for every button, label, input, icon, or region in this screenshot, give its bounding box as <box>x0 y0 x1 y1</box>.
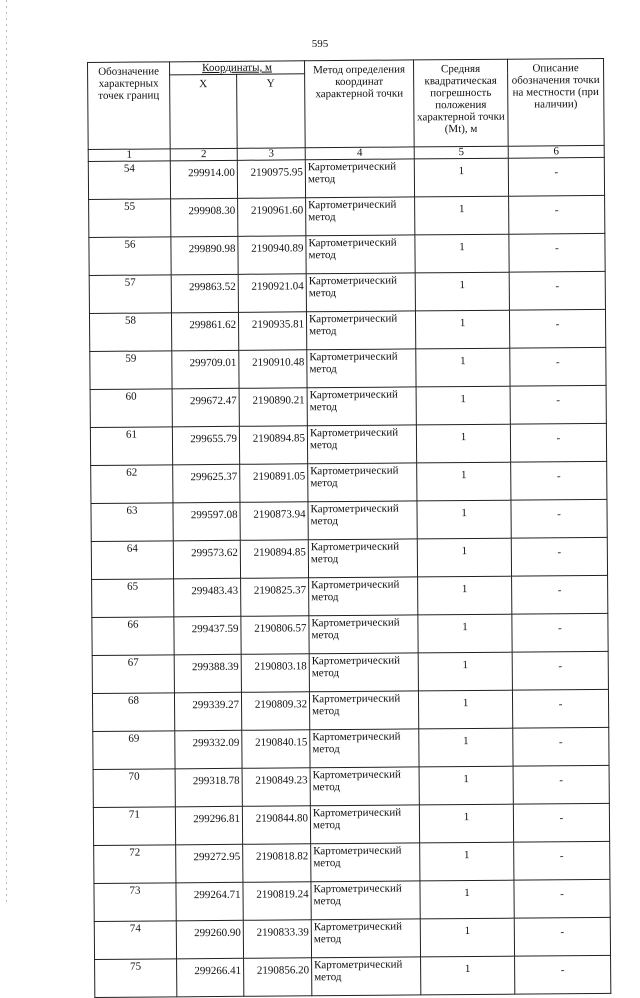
table-row <box>95 955 611 997</box>
method-cell: Картометрический метод <box>308 539 417 578</box>
table-row <box>94 879 610 921</box>
mt-cell: 1 <box>417 462 511 501</box>
method-cell: Картометрический метод <box>311 881 420 920</box>
y-coordinate-cell: 2190961.60 <box>238 198 306 237</box>
description-cell: - <box>515 955 611 994</box>
x-coordinate-cell: 299339.27 <box>174 692 241 731</box>
description-cell: - <box>514 879 610 918</box>
header-description: Описание обозначения точки на местности (при наличии) <box>507 58 604 146</box>
column-number: 4 <box>305 147 414 160</box>
x-coordinate-cell: 299625.37 <box>173 464 240 503</box>
x-coordinate-cell: 299296.81 <box>175 806 242 845</box>
description-cell: - <box>510 347 606 386</box>
point-id-cell: 63 <box>91 503 173 542</box>
x-coordinate-cell: 299483.43 <box>174 578 241 617</box>
x-coordinate-cell: 299264.71 <box>176 882 243 921</box>
table-row <box>90 347 606 389</box>
header-y: Y <box>237 74 306 149</box>
header-mt: Средняя квадратическая погрешность положения характерной точки (Mt), м <box>413 59 508 147</box>
x-coordinate-cell: 299655.79 <box>172 426 239 465</box>
point-id-cell: 64 <box>91 541 173 580</box>
description-cell: - <box>513 803 609 842</box>
y-coordinate-cell: 2190844.80 <box>242 806 310 845</box>
x-coordinate-cell: 299672.47 <box>172 388 239 427</box>
y-coordinate-cell: 2190803.18 <box>241 654 309 693</box>
column-number: 2 <box>170 148 237 161</box>
x-coordinate-cell: 299861.62 <box>171 312 238 351</box>
method-cell: Картометрический метод <box>310 767 419 806</box>
method-cell: Картометрический метод <box>306 235 415 274</box>
mt-cell: 1 <box>421 956 515 995</box>
point-id-cell: 56 <box>89 237 171 276</box>
mt-cell: 1 <box>420 918 514 957</box>
table-row <box>89 271 605 313</box>
y-coordinate-cell: 2190890.21 <box>239 388 307 427</box>
scan-margin-line <box>6 0 7 905</box>
method-cell: Картометрический метод <box>307 425 416 464</box>
mt-cell: 1 <box>415 196 509 235</box>
table-row <box>93 803 609 845</box>
method-cell: Картометрический метод <box>309 615 418 654</box>
point-id-cell: 72 <box>94 845 176 884</box>
y-coordinate-cell: 2190935.81 <box>238 312 306 351</box>
description-cell: - <box>509 233 605 272</box>
description-cell: - <box>511 499 607 538</box>
mt-cell: 1 <box>415 234 509 273</box>
y-coordinate-cell: 2190975.95 <box>237 160 305 199</box>
header-method: Метод определения координат характерной точки <box>304 60 414 148</box>
table-body <box>88 157 611 997</box>
method-cell: Картометрический метод <box>306 197 415 236</box>
table-row <box>88 157 604 199</box>
point-id-cell: 66 <box>92 617 174 656</box>
mt-cell: 1 <box>418 690 512 729</box>
y-coordinate-cell: 2190806.57 <box>241 616 309 655</box>
y-coordinate-cell: 2190840.15 <box>242 730 310 769</box>
page-number: 595 <box>311 38 329 50</box>
description-cell: - <box>509 309 605 348</box>
x-coordinate-cell: 299318.78 <box>175 768 242 807</box>
table-row <box>91 537 607 579</box>
method-cell: Картометрический метод <box>310 729 419 768</box>
mt-cell: 1 <box>419 766 513 805</box>
point-id-cell: 62 <box>91 465 173 504</box>
mt-cell: 1 <box>414 158 508 197</box>
y-coordinate-cell: 2190894.85 <box>240 540 308 579</box>
mt-cell: 1 <box>418 652 512 691</box>
mt-cell: 1 <box>417 500 511 539</box>
table-row <box>92 575 608 617</box>
y-coordinate-cell: 2190891.05 <box>240 464 308 503</box>
mt-cell: 1 <box>417 538 511 577</box>
table-row <box>92 689 608 731</box>
x-coordinate-cell: 299573.62 <box>173 540 240 579</box>
x-coordinate-cell: 299388.39 <box>174 654 241 693</box>
description-cell: - <box>513 765 609 804</box>
point-id-cell: 71 <box>93 807 175 846</box>
description-cell: - <box>511 461 607 500</box>
table-row <box>92 651 608 693</box>
mt-cell: 1 <box>418 576 512 615</box>
mt-cell: 1 <box>415 272 509 311</box>
header-x: X <box>170 74 238 149</box>
point-id-cell: 55 <box>89 199 171 238</box>
description-cell: - <box>510 423 606 462</box>
point-id-cell: 65 <box>92 579 174 618</box>
x-coordinate-cell: 299332.09 <box>175 730 242 769</box>
point-id-cell: 60 <box>90 389 172 428</box>
y-coordinate-cell: 2190910.48 <box>239 350 307 389</box>
table-row <box>91 461 607 503</box>
y-coordinate-cell: 2190940.89 <box>238 236 306 275</box>
y-coordinate-cell: 2190849.23 <box>242 768 310 807</box>
mt-cell: 1 <box>416 386 510 425</box>
y-coordinate-cell: 2190825.37 <box>241 578 309 617</box>
point-id-cell: 69 <box>93 731 175 770</box>
x-coordinate-cell: 299914.00 <box>170 160 237 199</box>
x-coordinate-cell: 299266.41 <box>177 958 244 997</box>
mt-cell: 1 <box>418 614 512 653</box>
table-row <box>89 309 605 351</box>
table-row <box>92 613 608 655</box>
x-coordinate-cell: 299597.08 <box>173 502 240 541</box>
table-row <box>90 385 606 427</box>
point-id-cell: 61 <box>90 427 172 466</box>
table-row <box>89 233 605 275</box>
point-id-cell: 70 <box>93 769 175 808</box>
description-cell: - <box>512 613 608 652</box>
table-row <box>94 917 610 959</box>
description-cell: - <box>508 157 604 196</box>
y-coordinate-cell: 2190894.85 <box>239 426 307 465</box>
table-row <box>93 727 609 769</box>
mt-cell: 1 <box>416 424 510 463</box>
description-cell: - <box>512 651 608 690</box>
mt-cell: 1 <box>419 728 513 767</box>
x-coordinate-cell: 299908.30 <box>171 198 238 237</box>
point-id-cell: 57 <box>89 275 171 314</box>
x-coordinate-cell: 299890.98 <box>171 236 238 275</box>
point-id-cell: 59 <box>90 351 172 390</box>
point-id-cell: 54 <box>88 161 170 200</box>
description-cell: - <box>509 271 605 310</box>
description-cell: - <box>509 195 605 234</box>
method-cell: Картометрический метод <box>309 653 418 692</box>
y-coordinate-cell: 2190921.04 <box>238 274 306 313</box>
mt-cell: 1 <box>420 842 514 881</box>
point-id-cell: 75 <box>95 959 177 998</box>
description-cell: - <box>512 689 608 728</box>
point-id-cell: 74 <box>94 921 176 960</box>
method-cell: Картометрический метод <box>308 463 417 502</box>
y-coordinate-cell: 2190873.94 <box>240 502 308 541</box>
description-cell: - <box>513 727 609 766</box>
method-cell: Картометрический метод <box>307 349 416 388</box>
x-coordinate-cell: 299437.59 <box>174 616 241 655</box>
table-row <box>90 423 606 465</box>
column-number: 3 <box>237 148 305 161</box>
header-point-designation: Обозначение характерных точек границ <box>88 62 171 150</box>
x-coordinate-cell: 299272.95 <box>176 844 243 883</box>
method-cell: Картометрический метод <box>308 501 417 540</box>
method-cell: Картометрический метод <box>306 273 415 312</box>
description-cell: - <box>510 385 606 424</box>
y-coordinate-cell: 2190818.82 <box>243 844 311 883</box>
mt-cell: 1 <box>415 310 509 349</box>
method-cell: Картометрический метод <box>306 311 415 350</box>
header-coordinates: Координаты, м <box>170 61 305 75</box>
method-cell: Картометрический метод <box>311 843 420 882</box>
point-id-cell: 73 <box>94 883 176 922</box>
mt-cell: 1 <box>416 348 510 387</box>
table-row <box>94 841 610 883</box>
method-cell: Картометрический метод <box>305 159 414 198</box>
description-cell: - <box>514 841 610 880</box>
x-coordinate-cell: 299260.90 <box>176 920 243 959</box>
description-cell: - <box>514 917 610 956</box>
description-cell: - <box>511 537 607 576</box>
method-cell: Картометрический метод <box>309 691 418 730</box>
method-cell: Картометрический метод <box>311 919 420 958</box>
point-id-cell: 58 <box>89 313 171 352</box>
mt-cell: 1 <box>420 880 514 919</box>
y-coordinate-cell: 2190809.32 <box>241 692 309 731</box>
y-coordinate-cell: 2190819.24 <box>243 882 311 921</box>
x-coordinate-cell: 299863.52 <box>171 274 238 313</box>
y-coordinate-cell: 2190856.20 <box>244 958 312 997</box>
method-cell: Картометрический метод <box>309 577 418 616</box>
x-coordinate-cell: 299709.01 <box>172 350 239 389</box>
table-row <box>91 499 607 541</box>
point-id-cell: 68 <box>92 693 174 732</box>
table-row <box>93 765 609 807</box>
method-cell: Картометрический метод <box>307 387 416 426</box>
description-cell: - <box>512 575 608 614</box>
method-cell: Картометрический метод <box>310 805 419 844</box>
point-id-cell: 67 <box>92 655 174 694</box>
table-row <box>89 195 605 237</box>
y-coordinate-cell: 2190833.39 <box>243 920 311 959</box>
mt-cell: 1 <box>419 804 513 843</box>
column-number: 5 <box>414 146 508 159</box>
boundary-points-table <box>87 58 611 998</box>
method-cell: Картометрический метод <box>312 957 421 996</box>
column-number: 1 <box>88 149 170 162</box>
column-number: 6 <box>508 145 604 158</box>
